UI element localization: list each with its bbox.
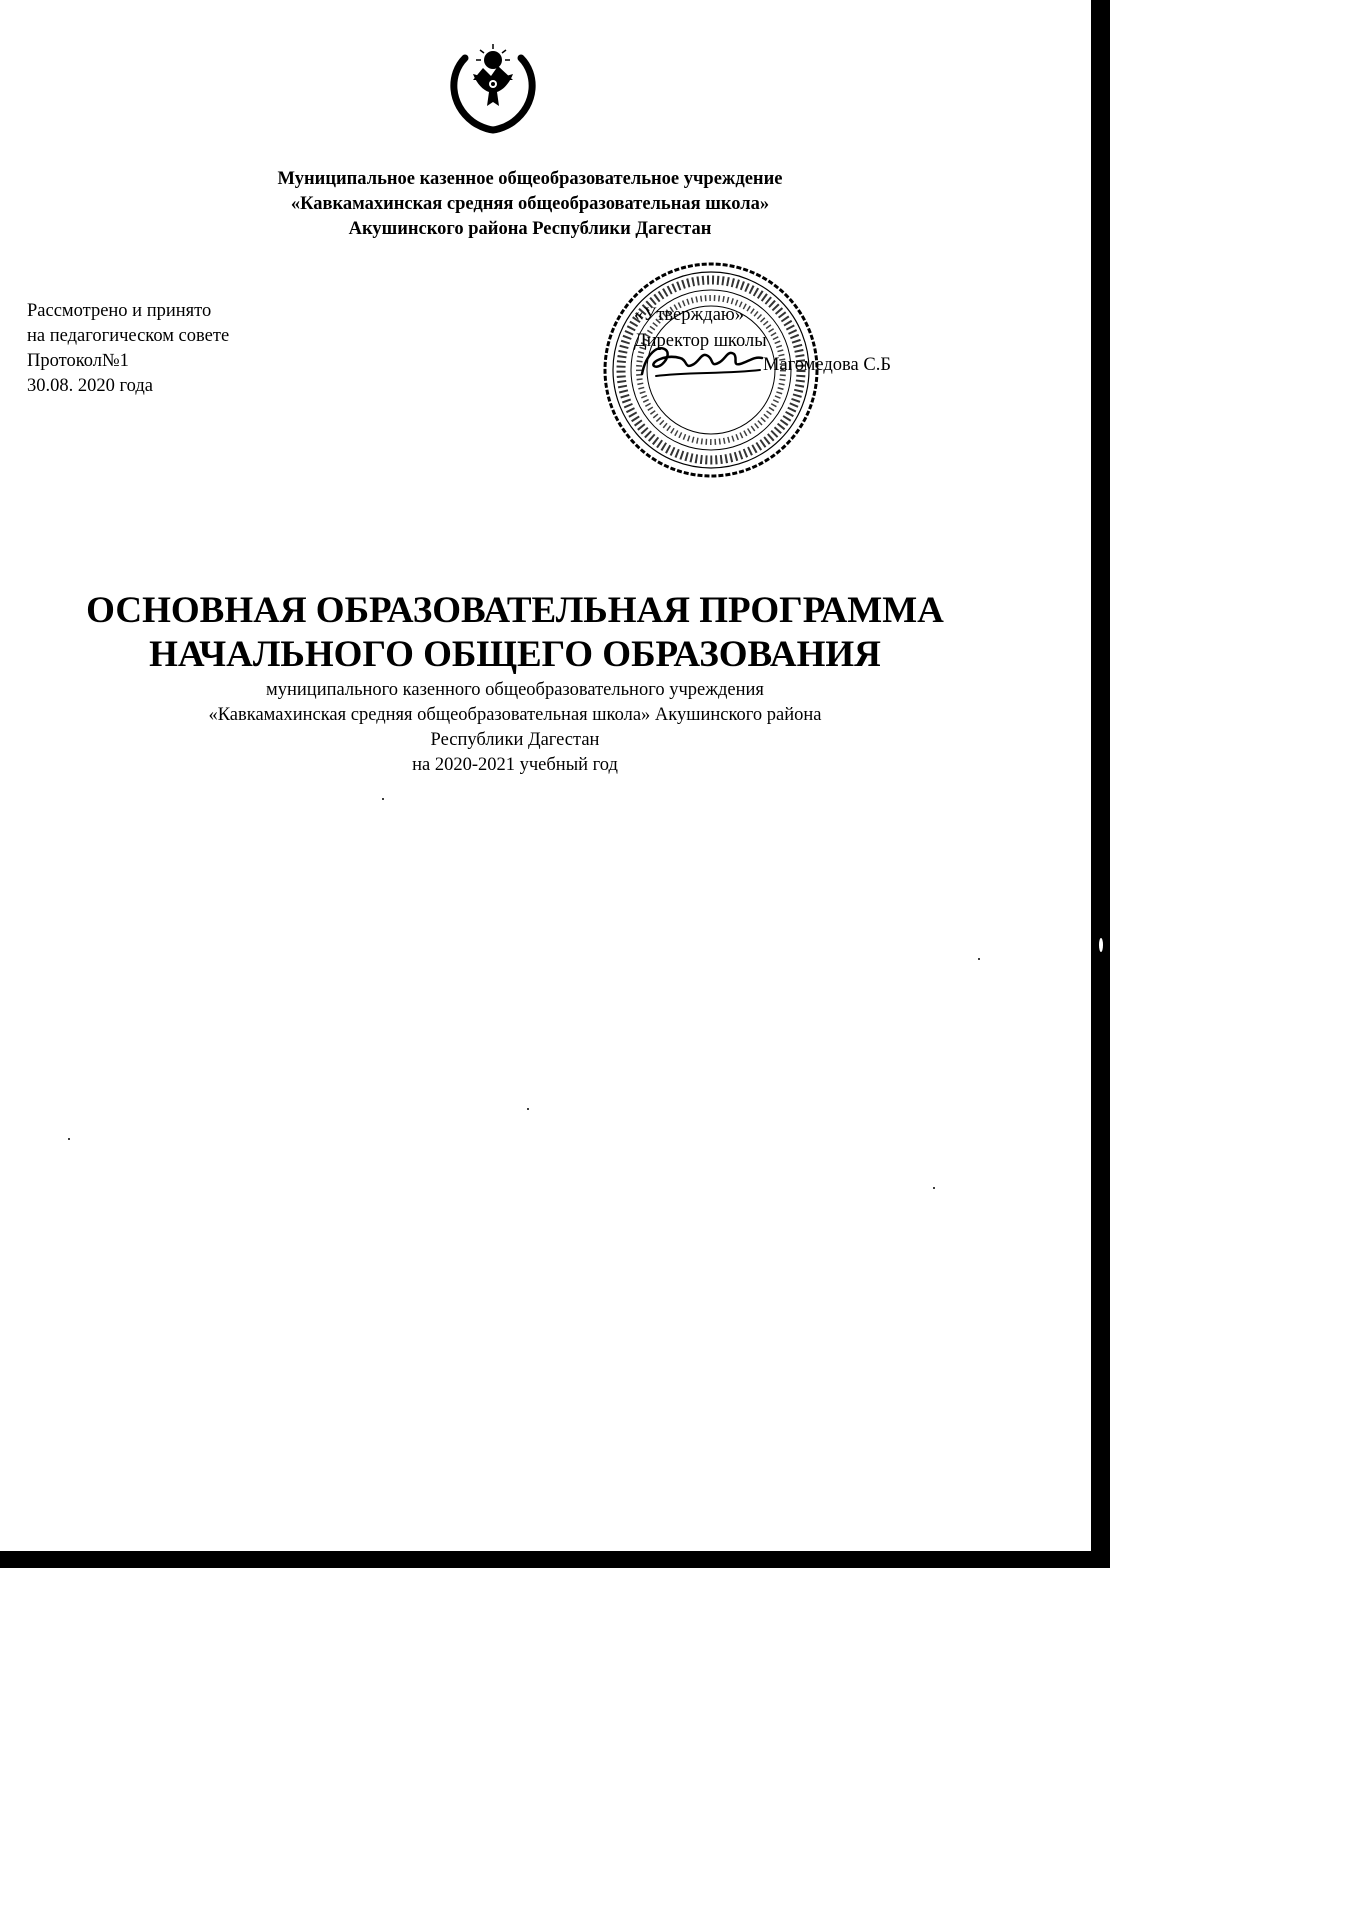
- subtitle-line: муниципального казенного общеобразовательного учреждения: [266, 680, 764, 700]
- header-line: Акушинского района Республики Дагестан: [348, 219, 712, 239]
- review-line: на педагогическом совете: [27, 326, 230, 346]
- scan-speck: [527, 1108, 529, 1110]
- scan-speck: [68, 1138, 70, 1140]
- scan-edge-bottom: [0, 1551, 1110, 1568]
- subtitle-line: Республики Дагестан: [430, 730, 600, 750]
- dagestan-coat-of-arms-icon: [443, 40, 543, 135]
- review-line: Протокол№1: [27, 351, 129, 371]
- subtitle-line: на 2020-2021 учебный год: [412, 755, 618, 775]
- title-line: НАЧАЛЬНОГО ОБЩЕГО ОБРАЗОВАНИЯ: [149, 634, 881, 675]
- scan-speck: [382, 798, 384, 800]
- director-label: Директор школы: [634, 331, 767, 351]
- document-title: [40, 589, 990, 677]
- scan-speck: [978, 958, 980, 960]
- scan-edge-right: [1091, 0, 1110, 1568]
- subtitle-line: «Кавкамахинская средняя общеобразовательная школа» Акушинского района: [208, 705, 822, 725]
- scan-speck: [1099, 938, 1103, 952]
- institution-header: [140, 167, 920, 242]
- review-line: Рассмотрено и принято: [27, 301, 212, 321]
- document-subtitle: [95, 678, 935, 778]
- review-line: 30.08. 2020 года: [27, 376, 153, 396]
- approve-label: «Утверждаю»: [634, 305, 744, 325]
- title-line: ОСНОВНАЯ ОБРАЗОВАТЕЛЬНАЯ ПРОГРАММА: [86, 590, 944, 631]
- scan-speck: [933, 1187, 935, 1189]
- director-name: Магомедова С.Б: [763, 355, 891, 375]
- header-line: «Кавкамахинская средняя общеобразовательная школа»: [290, 194, 770, 214]
- review-block: [27, 299, 367, 399]
- header-line: Муниципальное казенное общеобразовательное учреждение: [277, 169, 783, 189]
- handwritten-signature-icon: [636, 336, 766, 382]
